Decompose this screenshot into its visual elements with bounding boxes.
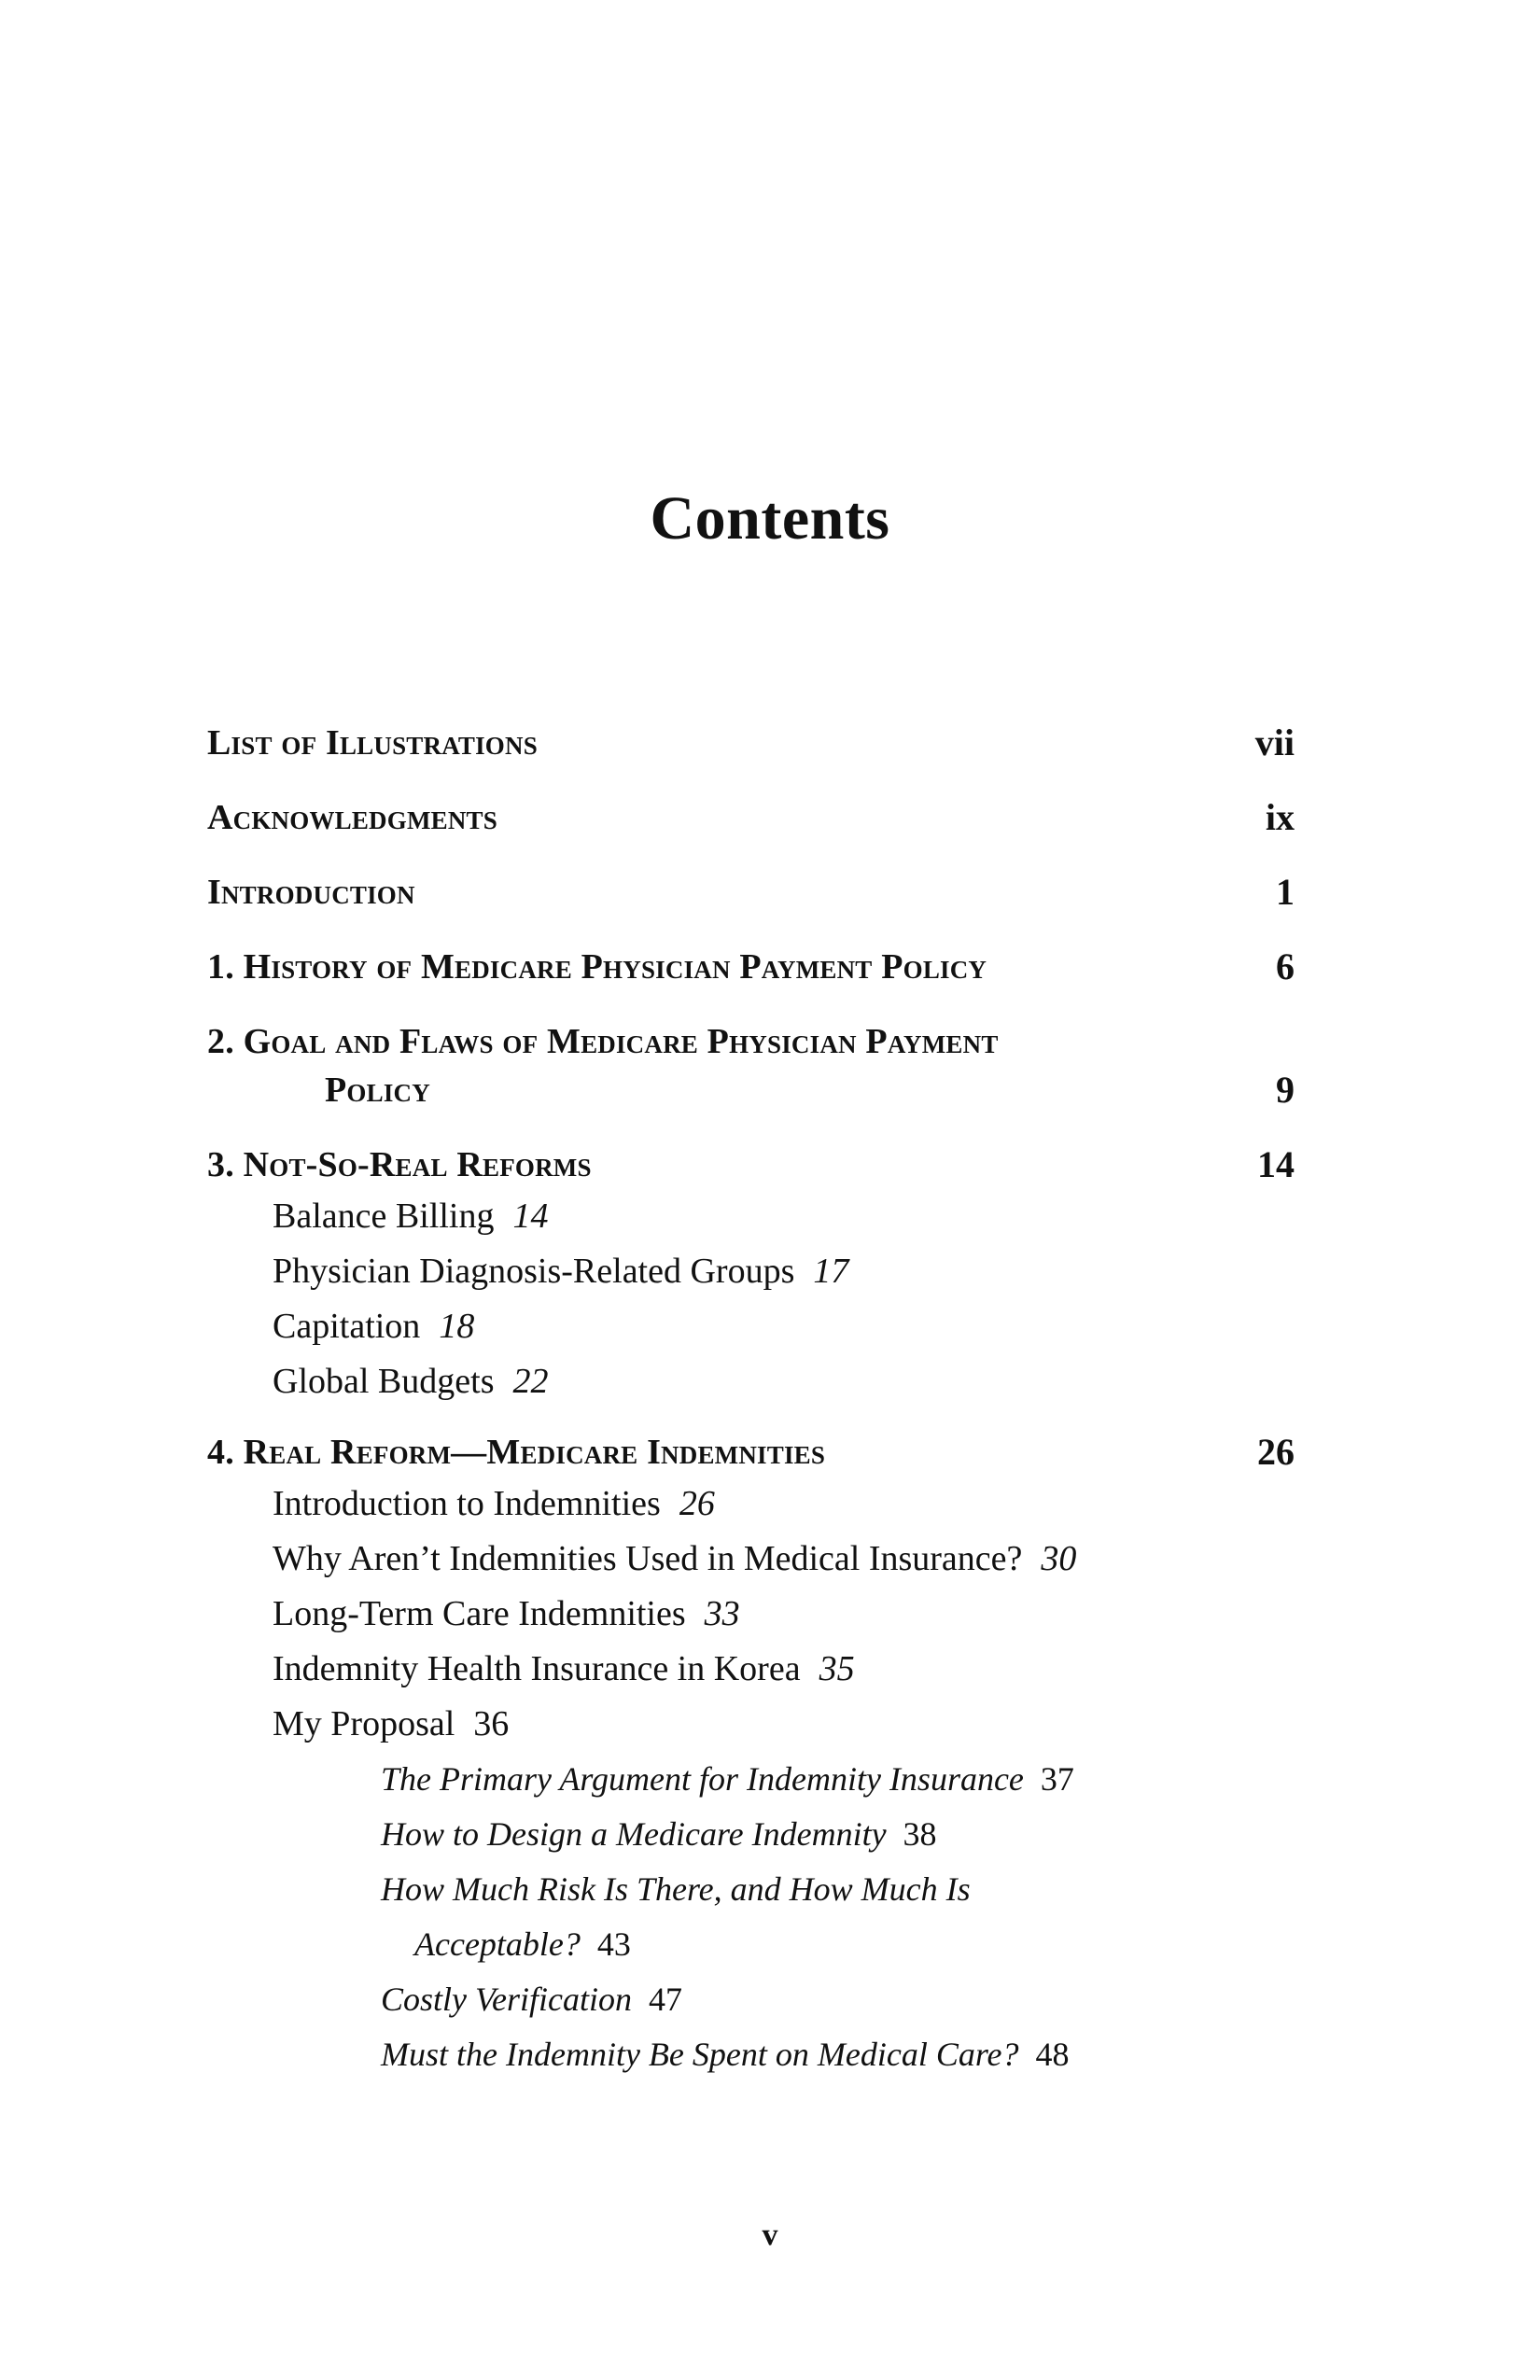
toc-section-page: 17 [813, 1252, 849, 1291]
toc-section-label: Long-Term Care Indemnities [273, 1594, 686, 1633]
toc-section-page: 33 [704, 1594, 740, 1633]
chapter-4-sections [207, 1477, 1295, 2082]
toc-section-page: 26 [679, 1484, 715, 1523]
table-of-contents [207, 719, 1295, 2101]
toc-entry-list-of-illustrations[interactable] [207, 719, 1295, 767]
toc-section-page: 22 [512, 1362, 549, 1401]
toc-subsection[interactable] [207, 1752, 1295, 1807]
toc-section-page: 35 [819, 1649, 855, 1688]
toc-entry-introduction[interactable] [207, 868, 1295, 917]
toc-subsection[interactable] [207, 2027, 1295, 2082]
toc-section[interactable] [207, 1189, 1295, 1244]
toc-subsection-label: The Primary Argument for Indemnity Insurance [381, 1760, 1024, 1798]
toc-section[interactable] [207, 1697, 1295, 1752]
toc-entry-chapter-4[interactable] [207, 1428, 1295, 1477]
toc-subsection-page: 47 [648, 1981, 682, 2018]
toc-subsection-page: 43 [596, 1925, 631, 1963]
toc-entry-label: 3. Not-So-Real Reforms [207, 1145, 592, 1184]
toc-entry-chapter-2[interactable] [207, 1017, 1295, 1114]
page-title: Contents [650, 484, 890, 553]
toc-section-page: 36 [473, 1704, 510, 1743]
toc-entry-label: List of Illustrations [207, 723, 538, 763]
toc-entry-acknowledgments[interactable] [207, 793, 1295, 842]
toc-subsection-page: 38 [903, 1815, 937, 1853]
toc-entry-page: 1 [1276, 871, 1295, 913]
toc-section-label: My Proposal [273, 1704, 455, 1743]
toc-entry-label: 2. Goal and Flaws of Medicare Physician Payment [207, 1022, 999, 1061]
toc-entry-chapter-3[interactable] [207, 1141, 1295, 1189]
toc-section-label: Introduction to Indemnities [273, 1484, 661, 1523]
toc-section-page: 14 [512, 1197, 549, 1236]
toc-subsection-label-continued: Acceptable? [414, 1925, 581, 1963]
toc-section-label: Capitation [273, 1307, 421, 1346]
toc-subsection[interactable] [207, 1862, 1295, 1917]
toc-subsection-label: How to Design a Medicare Indemnity [381, 1815, 887, 1853]
toc-entry-page: vii [1254, 721, 1295, 763]
toc-subsection-continued[interactable] [207, 1917, 1295, 1972]
toc-section-page: 30 [1041, 1539, 1077, 1578]
toc-subsection-label: Costly Verification [381, 1981, 632, 2018]
toc-entry-label: Acknowledgments [207, 798, 497, 837]
toc-subsection-label: Must the Indemnity Be Spent on Medical Care? [381, 2036, 1019, 2073]
toc-entry-page: 14 [1257, 1143, 1295, 1185]
toc-section-label: Physician Diagnosis-Related Groups [273, 1252, 795, 1291]
chapter-3-sections [207, 1189, 1295, 1409]
toc-section-label: Indemnity Health Insurance in Korea [273, 1649, 801, 1688]
toc-section[interactable] [207, 1642, 1295, 1697]
page-number: v [762, 2218, 778, 2252]
toc-entry-page: 6 [1276, 945, 1295, 987]
toc-entry-page: ix [1265, 796, 1295, 838]
toc-subsection-page: 48 [1035, 2036, 1070, 2073]
toc-entry-label: Introduction [207, 873, 415, 912]
toc-subsection[interactable] [207, 1807, 1295, 1862]
toc-section[interactable] [207, 1354, 1295, 1409]
toc-section-label: Balance Billing [273, 1197, 495, 1236]
toc-section[interactable] [207, 1244, 1295, 1299]
toc-section[interactable] [207, 1477, 1295, 1532]
toc-entry-page: 9 [1276, 1069, 1295, 1111]
toc-entry-label-continued: Policy [325, 1071, 430, 1110]
toc-entry-label: 4. Real Reform—Medicare Indemnities [207, 1433, 826, 1472]
toc-subsection-label: How Much Risk Is There, and How Much Is [381, 1870, 971, 1908]
toc-section-page: 18 [439, 1307, 475, 1346]
toc-entry-page: 26 [1257, 1431, 1295, 1473]
toc-entry-label: 1. History of Medicare Physician Payment Policy [207, 947, 987, 987]
toc-entry-chapter-1[interactable] [207, 943, 1295, 991]
toc-subsection[interactable] [207, 1972, 1295, 2027]
toc-section[interactable] [207, 1587, 1295, 1642]
toc-section[interactable] [207, 1532, 1295, 1587]
toc-section-label: Why Aren’t Indemnities Used in Medical Insurance? [273, 1539, 1023, 1578]
toc-section[interactable] [207, 1299, 1295, 1354]
toc-subsection-page: 37 [1040, 1760, 1074, 1798]
toc-section-label: Global Budgets [273, 1362, 495, 1401]
